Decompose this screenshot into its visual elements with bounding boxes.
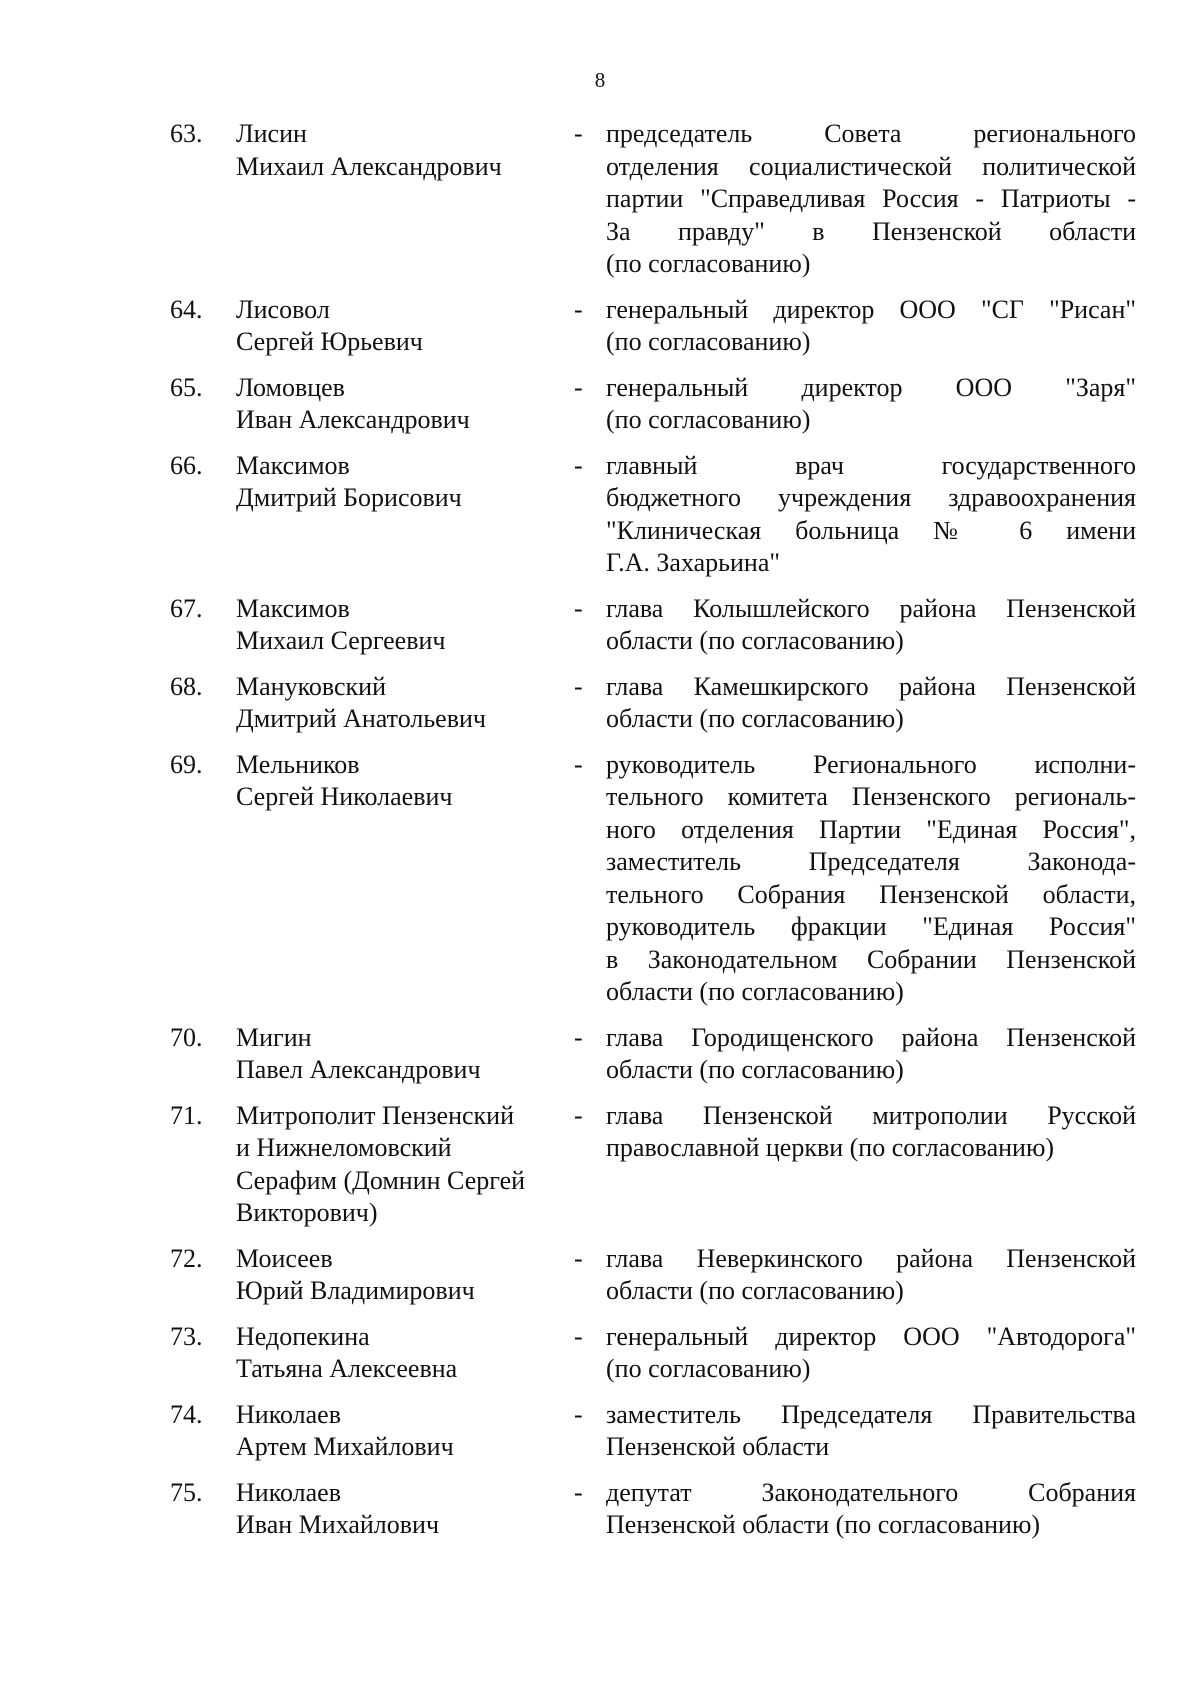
member-name-line: Максимов — [236, 450, 350, 480]
member-name-line: Ломовцев — [236, 372, 345, 402]
member-position — [606, 118, 1136, 281]
member-name — [236, 118, 566, 183]
member-position — [606, 372, 1136, 437]
entry-dash: - — [574, 1321, 583, 1351]
member-position-line: глава Неверкинского района Пензенской — [606, 1243, 1136, 1273]
member-name — [236, 450, 566, 515]
entry-dash: - — [574, 119, 583, 148]
member-position-line: генеральный директор ООО "Автодорога" — [606, 1321, 1136, 1351]
member-position — [606, 1477, 1136, 1542]
member-position — [606, 1100, 1136, 1165]
member-position-line: генеральный директор ООО "СГ "Рисан" — [606, 294, 1136, 324]
list-item — [0, 1477, 1200, 1542]
member-name-line: Моисеев — [236, 1243, 333, 1273]
member-position-line: тельного комитета Пензенского региональ- — [606, 782, 1136, 811]
member-name-line: Лисин — [236, 119, 307, 148]
entry-dash: - — [574, 1100, 583, 1130]
entry-dash: - — [574, 749, 583, 779]
member-position — [606, 1399, 1136, 1464]
member-list — [0, 118, 1200, 1555]
member-name — [236, 593, 566, 658]
member-name-line: Серафим (Домнин Сергей — [236, 1165, 526, 1195]
entry-number: 72. — [170, 1243, 203, 1273]
entry-dash: - — [574, 294, 583, 324]
member-name — [236, 1022, 566, 1087]
member-position-line: "Клиническая больница № 6 имени — [606, 515, 1136, 545]
member-name — [236, 1477, 566, 1542]
member-position-line: главный врач государственного — [606, 450, 1136, 480]
member-name-line: Юрий Владимирович — [236, 1276, 475, 1305]
member-name — [236, 294, 566, 359]
member-position — [606, 671, 1136, 736]
member-position-line: (по согласованию) — [606, 1354, 811, 1383]
list-item — [0, 1321, 1200, 1386]
list-item — [0, 593, 1200, 658]
member-position-line: области (по согласованию) — [606, 977, 904, 1006]
member-position-line: ного отделения Партии "Единая Россия", — [606, 814, 1136, 844]
entry-number: 65. — [170, 372, 203, 402]
member-name-line: Артем Михайлович — [236, 1432, 454, 1461]
member-position-line: генеральный директор ООО "Заря" — [606, 372, 1136, 402]
list-item — [0, 671, 1200, 736]
list-item — [0, 118, 1200, 281]
member-position-line: партии "Справедливая Россия - Патриоты - — [606, 184, 1136, 213]
list-item — [0, 1243, 1200, 1308]
member-position-line: области (по согласованию) — [606, 1276, 904, 1305]
entry-dash: - — [574, 671, 583, 701]
member-name-line: Недопекина — [236, 1321, 370, 1351]
member-name-line: Татьяна Алексеевна — [236, 1354, 458, 1383]
member-position-line: руководитель Регионального исполни- — [606, 749, 1136, 779]
entry-number: 75. — [170, 1477, 203, 1507]
entry-number: 69. — [170, 749, 203, 779]
entry-dash: - — [574, 1022, 583, 1052]
member-position-line: в Законодательном Собрании Пензенской — [606, 944, 1136, 974]
member-position-line: (по согласованию) — [606, 249, 811, 278]
member-name-line: Михаил Александрович — [236, 151, 502, 181]
entry-dash: - — [574, 1477, 583, 1507]
member-name-line: Максимов — [236, 593, 350, 623]
member-position — [606, 1321, 1136, 1386]
member-position-line: заместитель Председателя Законода- — [606, 847, 1136, 876]
member-position-line: (по согласованию) — [606, 327, 811, 356]
member-position-line: председатель Совета регионального — [606, 119, 1136, 148]
member-name — [236, 749, 566, 814]
entry-dash: - — [574, 450, 583, 480]
member-position — [606, 1243, 1136, 1308]
member-position-line: глава Пензенской митрополии Русской — [606, 1100, 1136, 1130]
member-position-line: глава Колышлейского района Пензенской — [606, 593, 1136, 623]
entry-number: 74. — [170, 1399, 203, 1429]
page-number: 8 — [594, 68, 606, 92]
member-position — [606, 1022, 1136, 1087]
member-name-line: и Нижнеломовский — [236, 1133, 452, 1162]
member-name — [236, 1100, 566, 1230]
member-position — [606, 749, 1136, 1009]
member-name — [236, 372, 566, 437]
member-position-line: православной церкви (по согласованию) — [606, 1133, 1055, 1162]
member-position-line: тельного Собрания Пензенской области, — [606, 879, 1136, 909]
list-item — [0, 294, 1200, 359]
member-name-line: Николаев — [236, 1399, 341, 1429]
member-position-line: области (по согласованию) — [606, 704, 904, 733]
entry-dash: - — [574, 1399, 583, 1429]
member-name-line: Лисовол — [236, 294, 330, 324]
member-name-line: Мельников — [236, 749, 360, 779]
member-name-line: Митрополит Пензенский — [236, 1100, 514, 1130]
list-item — [0, 372, 1200, 437]
member-name-line: Иван Михайлович — [236, 1510, 440, 1539]
member-name-line: Михаил Сергеевич — [236, 626, 446, 655]
member-name — [236, 1321, 566, 1386]
list-item — [0, 1399, 1200, 1464]
list-item — [0, 450, 1200, 580]
entry-number: 68. — [170, 671, 203, 701]
member-name-line: Николаев — [236, 1477, 341, 1507]
member-position-line: (по согласованию) — [606, 405, 811, 434]
entry-number: 71. — [170, 1100, 203, 1130]
member-position-line: депутат Законодательного Собрания — [606, 1477, 1136, 1507]
member-name-line: Сергей Юрьевич — [236, 327, 423, 356]
member-name-line: Викторович) — [236, 1198, 378, 1227]
entry-number: 63. — [170, 119, 203, 148]
member-name-line: Мигин — [236, 1022, 312, 1052]
member-name-line: Мануковский — [236, 671, 387, 701]
member-position-line: бюджетного учреждения здравоохранения — [606, 483, 1136, 512]
member-position-line: руководитель фракции "Единая Россия" — [606, 912, 1136, 941]
entry-number: 66. — [170, 450, 203, 480]
member-position — [606, 593, 1136, 658]
member-position-line: области (по согласованию) — [606, 1055, 904, 1084]
list-item — [0, 1022, 1200, 1087]
member-position-line: Г.А. Захарьина" — [606, 548, 780, 577]
member-name — [236, 1243, 566, 1308]
member-position-line: области (по согласованию) — [606, 626, 904, 655]
member-name-line: Павел Александрович — [236, 1055, 481, 1084]
member-name — [236, 1399, 566, 1464]
member-position-line: Пензенской области (по согласованию) — [606, 1510, 1041, 1539]
entry-number: 73. — [170, 1321, 203, 1351]
entry-number: 67. — [170, 593, 203, 623]
member-position-line: За правду" в Пензенской области — [606, 216, 1136, 246]
entry-dash: - — [574, 372, 583, 402]
member-position-line: отделения социалистической политической — [606, 151, 1136, 181]
member-name-line: Дмитрий Борисович — [236, 483, 462, 512]
member-position-line: Пензенской области — [606, 1432, 830, 1461]
entry-number: 70. — [170, 1022, 203, 1052]
list-item — [0, 1100, 1200, 1230]
entry-number: 64. — [170, 294, 203, 324]
member-name — [236, 671, 566, 736]
member-position-line: глава Городищенского района Пензенской — [606, 1022, 1136, 1052]
member-position-line: глава Камешкирского района Пензенской — [606, 671, 1136, 701]
member-position — [606, 450, 1136, 580]
member-name-line: Дмитрий Анатольевич — [236, 704, 486, 733]
list-item — [0, 749, 1200, 1009]
member-position — [606, 294, 1136, 359]
member-name-line: Иван Александрович — [236, 405, 470, 434]
entry-dash: - — [574, 1243, 583, 1273]
member-position-line: заместитель Председателя Правительства — [606, 1399, 1136, 1429]
entry-dash: - — [574, 593, 583, 623]
member-name-line: Сергей Николаевич — [236, 782, 453, 811]
